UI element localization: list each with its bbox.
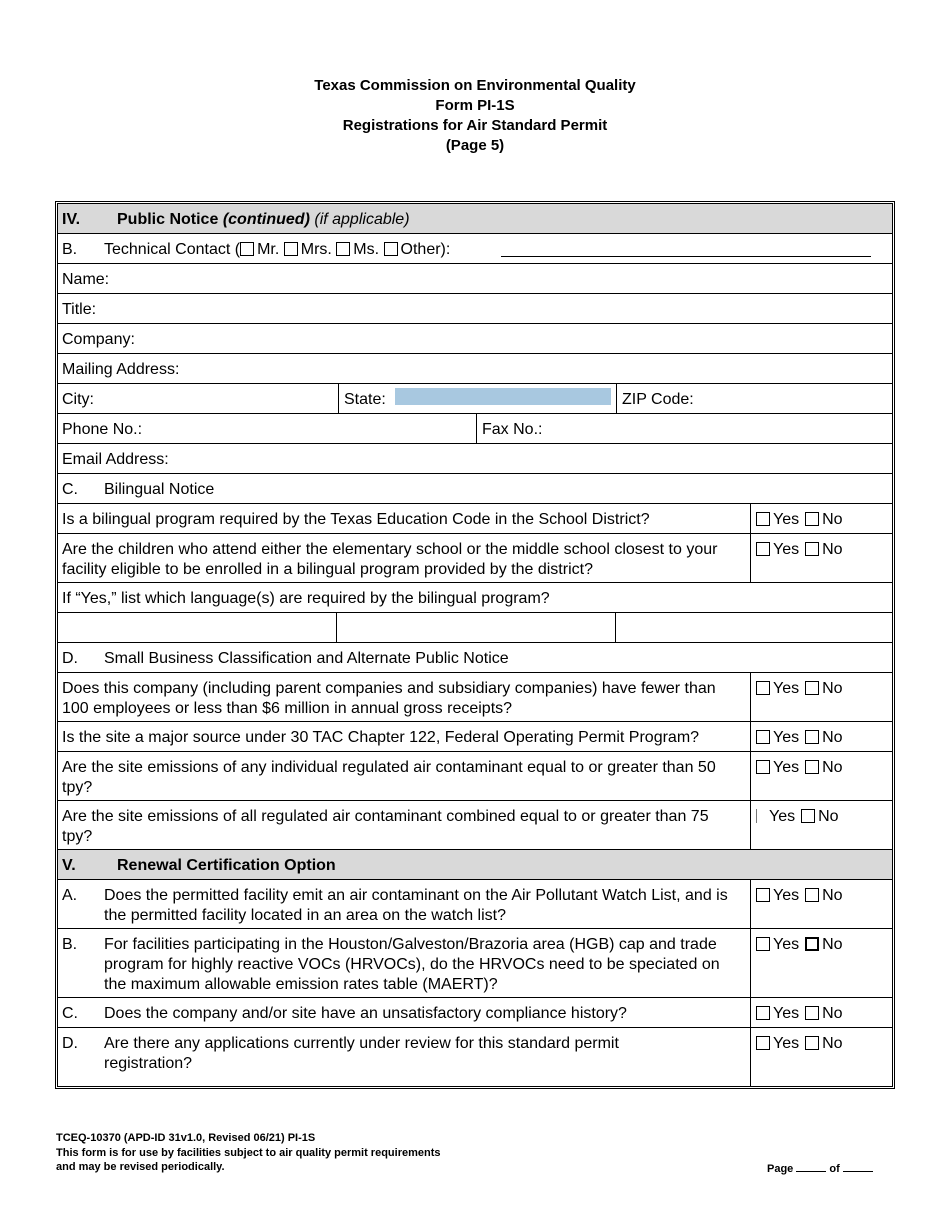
renewal-a-row <box>58 880 892 929</box>
yes-label: Yes <box>773 511 800 528</box>
yes-label: Yes <box>773 759 800 776</box>
title-row[interactable] <box>58 294 892 324</box>
no-label: No <box>822 511 843 528</box>
tech-contact-label-text: Technical Contact ( <box>104 241 241 258</box>
footer-revision-note: and may be revised periodically. <box>56 1161 225 1173</box>
page-label: Page <box>767 1163 794 1175</box>
renewal-b-text: For facilities participating in the Houston/Galveston/Brazoria area (HGB) cap and trade program for highly reactive VOCs (HRVOCs), do the HRVOCs need to be speciated on the maximum allowable emission rates table (MAERT)? <box>104 936 720 993</box>
page-count <box>767 1160 873 1175</box>
renewal-c-text: Does the company and/or site have an unsatisfactory compliance history? <box>104 1005 627 1022</box>
renewal-d-row <box>58 1028 892 1086</box>
small-business-q4-yesno <box>756 807 839 827</box>
renewal-c-yesno <box>756 1004 843 1024</box>
mr-checkbox[interactable] <box>240 242 254 256</box>
renewal-c-letter: C. <box>62 1005 78 1022</box>
yes-checkbox[interactable] <box>756 760 770 774</box>
bilingual-q2-row <box>58 534 892 583</box>
yn-divider <box>750 929 751 997</box>
yes-label: Yes <box>769 808 796 825</box>
small-business-q1-yesno <box>756 679 843 699</box>
yn-divider <box>750 722 751 751</box>
mailing-address-label: Mailing Address: <box>62 361 180 378</box>
no-label: No <box>822 759 843 776</box>
small-business-q3-text: Are the site emissions of any individual regulated air contaminant equal to or greater than 50 tpy? <box>62 759 716 796</box>
agency-name: Texas Commission on Environmental Quality <box>314 77 636 94</box>
form-number: Form PI-1S <box>435 97 515 114</box>
small-business-q3-yesno <box>756 758 843 778</box>
renewal-a-yesno <box>756 886 843 906</box>
yes-label: Yes <box>773 1035 800 1052</box>
state-dropdown[interactable] <box>395 388 611 405</box>
mrs-checkbox[interactable] <box>284 242 298 256</box>
bilingual-letter: C. <box>62 481 78 498</box>
tech-contact-letter: B. <box>62 241 78 258</box>
yes-label: Yes <box>773 936 800 953</box>
yes-checkbox[interactable] <box>756 1006 770 1020</box>
phone-label: Phone No.: <box>62 421 143 438</box>
name-row[interactable] <box>58 264 892 294</box>
language-field-1[interactable] <box>58 613 336 642</box>
page-total-field[interactable] <box>843 1160 873 1172</box>
small-business-q4-row <box>58 801 892 850</box>
bilingual-q3-row <box>58 583 892 613</box>
yn-divider <box>750 801 751 849</box>
yn-divider <box>750 673 751 721</box>
no-checkbox[interactable] <box>805 542 819 556</box>
section-iv-continued: (continued) <box>222 211 310 228</box>
yn-divider <box>750 752 751 800</box>
bilingual-q2-yesno <box>756 540 843 560</box>
yes-checkbox[interactable] <box>756 730 770 744</box>
yes-checkbox[interactable] <box>756 542 770 556</box>
form-footer <box>56 1131 440 1175</box>
technical-contact-row <box>58 234 892 264</box>
no-checkbox[interactable] <box>805 937 819 951</box>
yes-checkbox[interactable] <box>756 937 770 951</box>
no-checkbox[interactable] <box>805 512 819 526</box>
footer-form-id: TCEQ-10370 (APD-ID 31v1.0, Revised 06/21) PI-1S <box>56 1132 316 1144</box>
ms-checkbox[interactable] <box>336 242 350 256</box>
section-v-number: V. <box>62 857 76 874</box>
form-title: Registrations for Air Standard Permit <box>342 117 608 134</box>
no-label: No <box>822 680 843 697</box>
renewal-a-letter: A. <box>62 887 78 904</box>
mailing-address-row[interactable] <box>58 354 892 384</box>
company-label: Company: <box>62 331 135 348</box>
no-checkbox[interactable] <box>801 809 815 823</box>
no-label: No <box>822 729 843 746</box>
yes-checkbox[interactable] <box>756 1036 770 1050</box>
form-header <box>0 76 950 156</box>
renewal-b-row <box>58 929 892 998</box>
yn-divider <box>750 880 751 928</box>
bilingual-q1-row <box>58 504 892 534</box>
small-business-q1-row <box>58 673 892 722</box>
small-business-header-row <box>58 643 892 673</box>
renewal-d-letter: D. <box>62 1035 78 1052</box>
no-checkbox[interactable] <box>805 1036 819 1050</box>
section-v-header <box>58 850 892 880</box>
other-underline[interactable] <box>501 256 871 257</box>
other-checkbox[interactable] <box>384 242 398 256</box>
email-label: Email Address: <box>62 451 169 468</box>
city-divider <box>338 384 339 413</box>
other-label: Other): <box>400 241 451 258</box>
no-checkbox[interactable] <box>805 888 819 902</box>
no-checkbox[interactable] <box>805 1006 819 1020</box>
section-iv-applicable: (if applicable) <box>314 211 410 228</box>
yes-label: Yes <box>773 729 800 746</box>
no-checkbox[interactable] <box>805 681 819 695</box>
renewal-d-text: Are there any applications currently under review for this standard permit registration? <box>104 1035 619 1072</box>
small-business-q2-row <box>58 722 892 752</box>
section-iv-number: IV. <box>62 211 81 228</box>
no-checkbox[interactable] <box>805 730 819 744</box>
renewal-d-yesno <box>756 1034 843 1054</box>
yes-checkbox[interactable] <box>756 512 770 526</box>
section-iv-title-text: Public Notice <box>117 211 219 228</box>
small-business-title: Small Business Classification and Alternate Public Notice <box>104 650 509 667</box>
renewal-b-yesno <box>756 935 843 955</box>
bilingual-header-row <box>58 474 892 504</box>
yes-checkbox[interactable] <box>756 681 770 695</box>
yn-divider <box>750 534 751 582</box>
fax-label: Fax No.: <box>482 421 543 438</box>
ms-label: Ms. <box>353 241 380 258</box>
small-business-q2-yesno <box>756 728 843 748</box>
no-label: No <box>822 887 843 904</box>
yn-divider <box>750 998 751 1027</box>
small-business-q1-text: Does this company (including parent companies and subsidiary companies) have fewer than 100 employees or less than $6 million in annual gross receipts? <box>62 680 716 717</box>
no-label: No <box>822 1005 843 1022</box>
yes-checkbox[interactable] <box>756 888 770 902</box>
name-label: Name: <box>62 271 110 288</box>
city-state-zip-row <box>58 384 892 414</box>
page-indicator: (Page 5) <box>445 137 505 154</box>
no-checkbox[interactable] <box>805 760 819 774</box>
yn-divider <box>750 1028 751 1086</box>
renewal-c-row <box>58 998 892 1028</box>
small-business-q3-row <box>58 752 892 801</box>
no-label: No <box>818 808 839 825</box>
language-field-3[interactable] <box>616 613 892 642</box>
yes-label: Yes <box>773 887 800 904</box>
company-row[interactable] <box>58 324 892 354</box>
of-label: of <box>829 1163 840 1175</box>
bilingual-title: Bilingual Notice <box>104 481 215 498</box>
title-label: Title: <box>62 301 97 318</box>
yes-label: Yes <box>773 680 800 697</box>
renewal-b-letter: B. <box>62 936 78 953</box>
email-row[interactable] <box>58 444 892 474</box>
yes-checkbox[interactable] <box>756 809 766 823</box>
bilingual-q3-text: If “Yes,” list which language(s) are required by the bilingual program? <box>62 590 550 607</box>
mrs-label: Mrs. <box>300 241 332 258</box>
yes-label: Yes <box>773 1005 800 1022</box>
small-business-q4-text: Are the site emissions of all regulated air contaminant combined equal to or greater than 75 tpy? <box>62 808 709 845</box>
language-field-2[interactable] <box>337 613 615 642</box>
section-iv-header <box>58 204 892 234</box>
section-iv-title <box>117 210 410 230</box>
phone-divider <box>476 414 477 443</box>
bilingual-q1-yesno <box>756 510 843 530</box>
small-business-letter: D. <box>62 650 78 667</box>
no-label: No <box>822 936 843 953</box>
language-entry-row <box>58 613 892 643</box>
city-label: City: <box>62 391 94 408</box>
no-label: No <box>822 1035 843 1052</box>
phone-fax-row <box>58 414 892 444</box>
bilingual-q1-text: Is a bilingual program required by the Texas Education Code in the School District? <box>62 511 650 528</box>
state-divider <box>616 384 617 413</box>
bilingual-q2-text: Are the children who attend either the elementary school or the middle school closest to your facility eligible to be enrolled in a bilingual program provided by the district? <box>62 541 718 578</box>
renewal-a-text: Does the permitted facility emit an air contaminant on the Air Pollutant Watch List, and is the permitted facility located in an area on the watch list? <box>104 887 728 924</box>
yes-label: Yes <box>773 541 800 558</box>
tech-contact-label <box>104 240 450 260</box>
page-number-field[interactable] <box>796 1160 826 1172</box>
form-table <box>55 201 895 1089</box>
small-business-q2-text: Is the site a major source under 30 TAC Chapter 122, Federal Operating Permit Program? <box>62 729 700 746</box>
no-label: No <box>822 541 843 558</box>
section-v-title: Renewal Certification Option <box>117 857 336 874</box>
footer-usage-note: This form is for use by facilities subject to air quality permit requirements <box>56 1146 441 1159</box>
yn-divider <box>750 504 751 533</box>
state-label: State: <box>344 391 386 408</box>
mr-label: Mr. <box>257 241 280 258</box>
zip-label: ZIP Code: <box>622 391 694 408</box>
